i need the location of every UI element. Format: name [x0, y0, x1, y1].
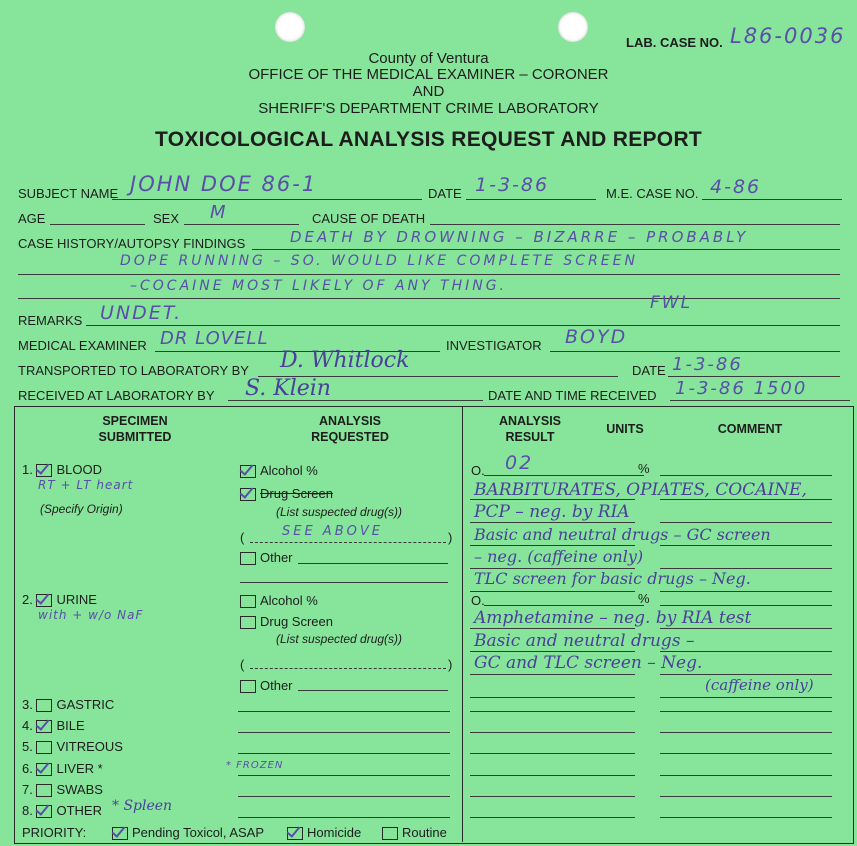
- specimen-gastric[interactable]: 3. GASTRIC: [22, 697, 115, 712]
- investigator-label: INVESTIGATOR: [446, 338, 542, 353]
- header-and: AND: [412, 83, 445, 100]
- blood-result-1: BARBITURATES, OPIATES, COCAINE,: [474, 480, 807, 500]
- col-analysis-requested: ANALYSIS REQUESTED: [311, 414, 389, 444]
- see-above: SEE ABOVE: [282, 524, 383, 539]
- history-initials: FWL: [650, 293, 693, 313]
- me-case-label: M.E. CASE NO.: [606, 186, 699, 201]
- liver-checkbox[interactable]: [36, 763, 52, 776]
- blood-result-5: TLC screen for basic drugs – Neg.: [474, 569, 751, 588]
- date-value: 1-3-86: [475, 174, 550, 196]
- blood-alcohol[interactable]: Alcohol %: [240, 463, 318, 478]
- blood-result-4: – neg. (caffeine only): [474, 547, 644, 566]
- examiner-value: DR LOVELL: [160, 328, 269, 349]
- header-sheriff: SHERIFF'S DEPARTMENT CRIME LABORATORY: [258, 100, 599, 117]
- urine-result-1: Amphetamine – neg. by RIA test: [474, 608, 752, 628]
- swabs-checkbox[interactable]: [36, 784, 52, 797]
- urine-result-3: GC and TLC screen – Neg.: [474, 653, 703, 673]
- col-specimen: SPECIMEN SUBMITTED: [98, 414, 172, 444]
- history-line-1: DEATH BY DROWNING – BIZARRE – PROBABLY: [290, 228, 749, 246]
- punch-hole-right: [558, 12, 588, 42]
- urine-alcohol-checkbox[interactable]: [240, 595, 256, 608]
- other-note: * Spleen: [112, 798, 173, 814]
- urine-other[interactable]: Other: [240, 678, 293, 693]
- specify-origin: (Specify Origin): [40, 502, 123, 516]
- priority-routine[interactable]: Routine: [382, 825, 447, 840]
- frozen-note: * FROZEN: [226, 760, 284, 771]
- urine-paren-open: (: [240, 657, 245, 672]
- col-analysis-result: ANALYSIS RESULT: [498, 414, 562, 444]
- vitreous-checkbox[interactable]: [36, 741, 52, 754]
- investigator-value: BOYD: [565, 326, 628, 348]
- blood-result-percent: %: [638, 461, 650, 476]
- blood-result-value: 02: [505, 452, 534, 474]
- blood-paren-close: ): [448, 530, 453, 545]
- specimen-swabs[interactable]: 7. SWABS: [22, 782, 103, 797]
- transported-signature: D. Whitlock: [280, 348, 410, 373]
- urine-drug-screen-checkbox[interactable]: [240, 616, 256, 629]
- specimen-other[interactable]: 8. OTHER: [22, 803, 102, 818]
- transported-label: TRANSPORTED TO LABORATORY BY: [18, 363, 249, 378]
- priority-homicide-checkbox[interactable]: [287, 827, 303, 840]
- blood-list-drugs: (List suspected drug(s)): [276, 505, 403, 519]
- blood-note: RT + LT heart: [38, 478, 134, 492]
- urine-note: with + w/o NaF: [38, 608, 144, 622]
- bile-checkbox[interactable]: [36, 720, 52, 733]
- received-signature: S. Klein: [245, 376, 331, 401]
- subject-name-value: JOHN DOE 86-1: [130, 172, 318, 196]
- specimen-vitreous[interactable]: 5. VITREOUS: [22, 739, 123, 754]
- transported-date-value: 1-3-86: [672, 354, 743, 375]
- subject-name-label: SUBJECT NAME: [18, 186, 119, 201]
- urine-alcohol[interactable]: Alcohol %: [240, 593, 318, 608]
- blood-paren-open: (: [240, 530, 245, 545]
- blood-alcohol-checkbox[interactable]: [240, 465, 256, 478]
- lab-case-label: LAB. CASE NO.: [626, 35, 723, 50]
- received-dt-value: 1-3-86 1500: [675, 378, 808, 399]
- header-county: County of Ventura: [368, 50, 489, 67]
- specimen-bile[interactable]: 4. BILE: [22, 718, 85, 733]
- urine-result-4: (caffeine only): [705, 676, 814, 694]
- blood-result-3: Basic and neutral drugs – GC screen: [474, 525, 771, 544]
- col-units: UNITS: [606, 422, 644, 436]
- blood-result-o: O.: [471, 463, 485, 478]
- priority-routine-checkbox[interactable]: [382, 827, 398, 840]
- lab-case-value: L86-0036: [730, 24, 846, 48]
- received-label: RECEIVED AT LABORATORY BY: [18, 388, 215, 403]
- blood-drug-screen[interactable]: Drug Screen: [240, 486, 333, 501]
- blood-other-checkbox[interactable]: [240, 552, 256, 565]
- history-label: CASE HISTORY/AUTOPSY FINDINGS: [18, 236, 246, 251]
- gastric-checkbox[interactable]: [36, 699, 52, 712]
- urine-result-percent: %: [638, 591, 650, 606]
- remarks-value: UNDET.: [100, 302, 183, 324]
- history-line-2: DOPE RUNNING – SO. WOULD LIKE COMPLETE SCREEN: [120, 253, 638, 269]
- blood-drug-screen-checkbox[interactable]: [240, 488, 256, 501]
- urine-checkbox[interactable]: [36, 594, 52, 607]
- col-comment: COMMENT: [717, 422, 783, 436]
- urine-other-checkbox[interactable]: [240, 680, 256, 693]
- specimen-liver[interactable]: 6. LIVER *: [22, 761, 103, 776]
- history-line-3: –COCAINE MOST LIKELY OF ANY THING.: [130, 278, 508, 294]
- urine-paren-close: ): [448, 657, 453, 672]
- remarks-label: REMARKS: [18, 313, 83, 328]
- specimen-urine[interactable]: 2. URINE: [22, 592, 97, 607]
- page-title: TOXICOLOGICAL ANALYSIS REQUEST AND REPORT: [154, 128, 703, 151]
- priority-homicide[interactable]: Homicide: [287, 825, 361, 840]
- urine-drug-screen[interactable]: Drug Screen: [240, 614, 333, 629]
- specimen-blood[interactable]: 1. BLOOD: [22, 462, 102, 477]
- transported-date-label: DATE: [632, 363, 666, 378]
- header-office: OFFICE OF THE MEDICAL EXAMINER – CORONER: [248, 66, 609, 83]
- sex-label: SEX: [153, 211, 180, 226]
- blood-result-2: PCP – neg. by RIA: [474, 502, 630, 522]
- priority-label: PRIORITY:: [22, 825, 87, 840]
- date-label: DATE: [428, 186, 462, 201]
- examiner-label: MEDICAL EXAMINER: [18, 338, 147, 353]
- urine-result-o: O.: [471, 593, 485, 608]
- age-label: AGE: [18, 211, 46, 226]
- priority-pending[interactable]: Pending Toxicol, ASAP: [112, 825, 264, 840]
- me-case-value: 4-86: [710, 176, 762, 198]
- other-checkbox[interactable]: [36, 805, 52, 818]
- sex-value: M: [210, 202, 228, 223]
- urine-result-2: Basic and neutral drugs –: [474, 631, 695, 651]
- punch-hole-left: [275, 12, 305, 42]
- cause-label: CAUSE OF DEATH: [312, 211, 426, 226]
- blood-checkbox[interactable]: [36, 464, 52, 477]
- blood-other[interactable]: Other: [240, 550, 293, 565]
- priority-pending-checkbox[interactable]: [112, 827, 128, 840]
- received-dt-label: DATE AND TIME RECEIVED: [488, 388, 657, 403]
- urine-list-drugs: (List suspected drug(s)): [276, 632, 403, 646]
